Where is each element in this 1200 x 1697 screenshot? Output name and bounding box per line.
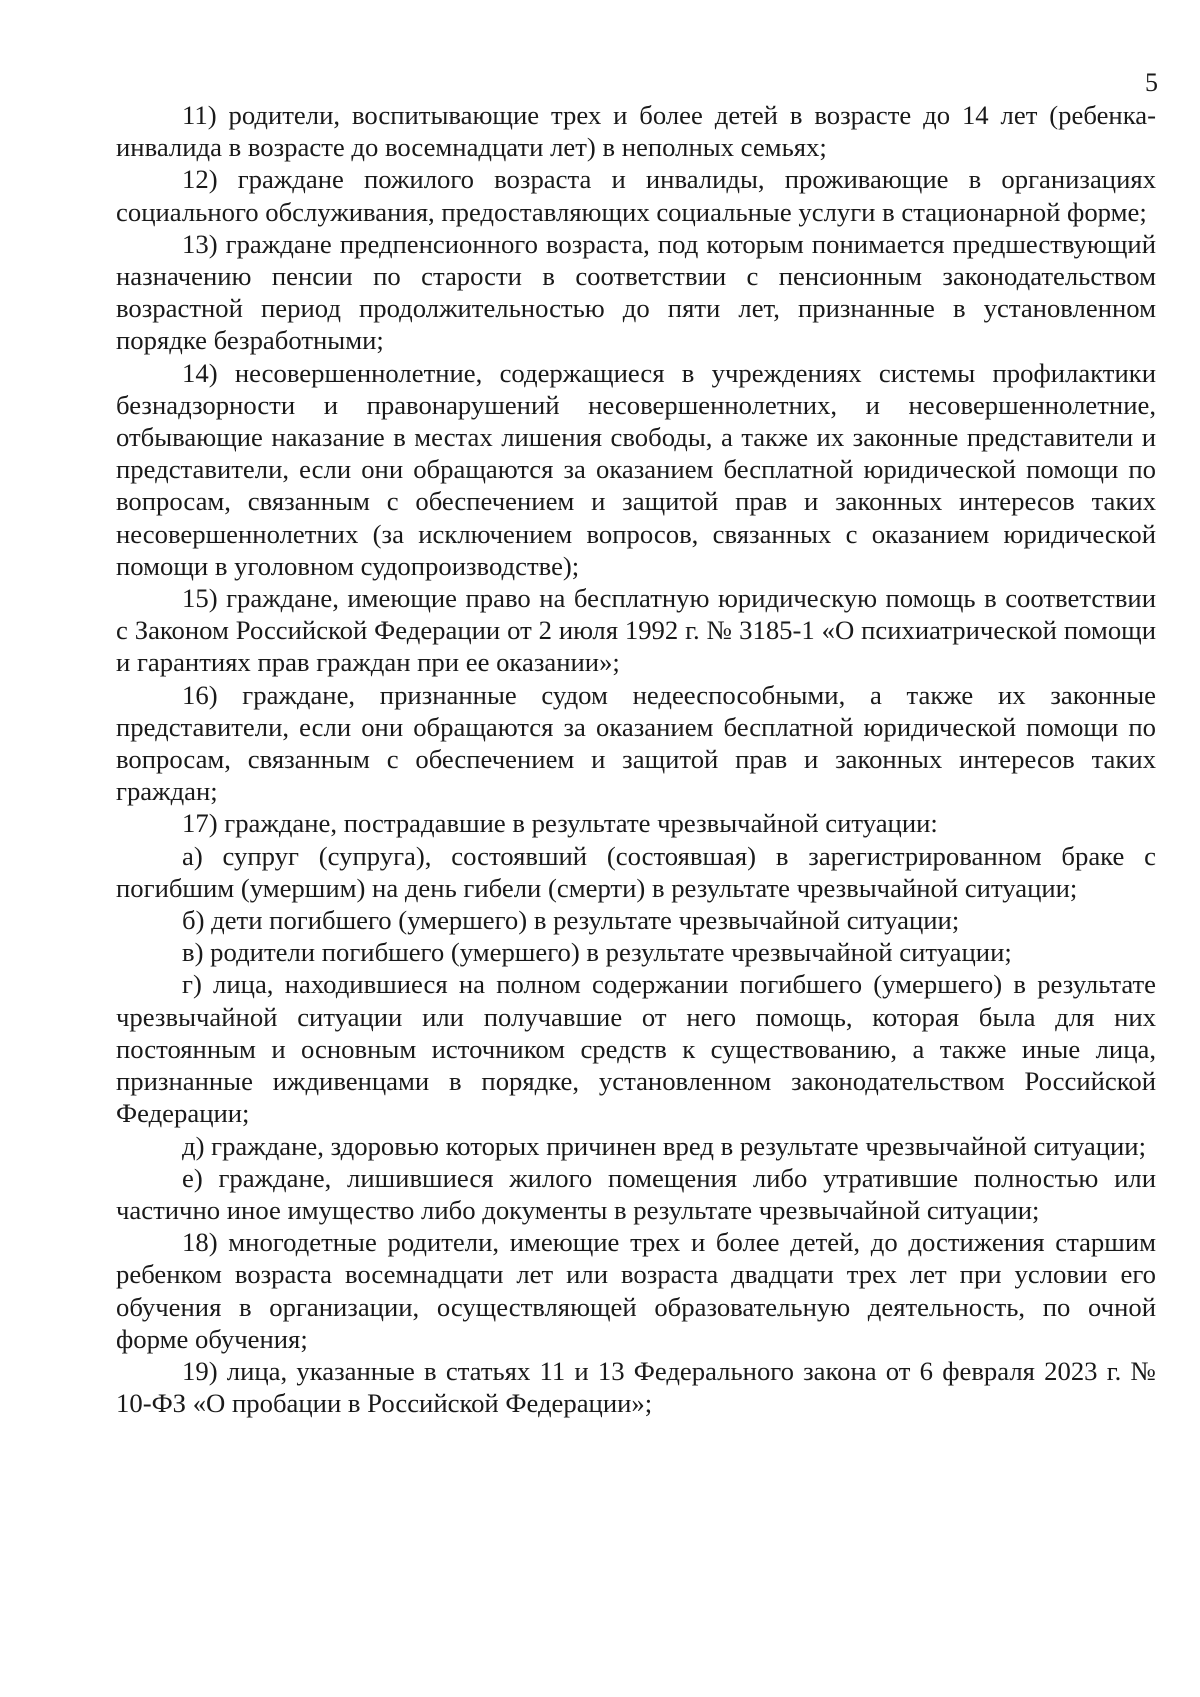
sub-item-e: е) граждане, лишившиеся жилого помещения либо утратившие полностью или частично иное имущество либо документы в результате чрезвычайной ситуации; xyxy=(116,1162,1156,1225)
sub-item-b: б) дети погибшего (умершего) в результате чрезвычайной ситуации; xyxy=(182,905,960,936)
list-item-17: 17) граждане, пострадавшие в результате чрезвычайной ситуации: xyxy=(182,808,938,839)
list-item-11: 11) родители, воспитывающие трех и более детей в возрасте до 14 лет (ребенка-инвалида в возрасте до восемнадцати лет) в неполных семьях; xyxy=(116,100,1156,163)
page-number: 5 xyxy=(1145,68,1158,97)
list-item-18: 18) многодетные родители, имеющие трех и более детей, до достижения старшим ребенком возраста восемнадцати лет или возраста двадцати трех лет при условии его обучения в организации, осуществляющей образовательную деятельность, по очной форме обучения; xyxy=(116,1227,1156,1354)
list-item-14: 14) несовершеннолетние, содержащиеся в учреждениях системы профилактики безнадзорности и правонарушений несовершеннолетних, и несовершеннолетние, отбывающие наказание в местах лишения свободы, а также их законные представители и представители, если они обращаются за оказанием бесплатной юридической помощи по вопросам, связанным с обеспечением и защитой прав и законных интересов таких несовершеннолетних (за исключением вопросов, связанных с оказанием юридической помощи в уголовном судопроизводстве); xyxy=(116,357,1156,581)
list-item-13: 13) граждане предпенсионного возраста, под которым понимается предшествующий назначению пенсии по старости в соответствии с пенсионным законодательством возрастной период продолжительностью до пяти лет, признанные в установленном порядке безработными; xyxy=(116,228,1156,356)
sub-item-a: а) супруг (супруга), состоявший (состоявшая) в зарегистрированном браке с погибшим (умершим) на день гибели (смерти) в результате чрезвычайной ситуации; xyxy=(116,840,1156,903)
list-item-12: 12) граждане пожилого возраста и инвалиды, проживающие в организациях социального обслуживания, предоставляющих социальные услуги в стационарной форме; xyxy=(116,164,1156,227)
list-item-15: 15) граждане, имеющие право на бесплатную юридическую помощь в соответствии с Законом Российской Федерации от 2 июля 1992 г. № 3185-1 «О психиатрической помощи и гарантиях прав граждан при ее оказании»; xyxy=(116,583,1156,678)
sub-item-d: д) граждане, здоровью которых причинен вред в результате чрезвычайной ситуации; xyxy=(182,1130,1146,1161)
sub-item-g: г) лица, находившиеся на полном содержании погибшего (умершего) в результате чрезвычайной ситуации или получавшие от него помощь, которая была для них постоянным и основным источником средств к существованию, а также иные лица, признанные иждивенцами в порядке, установленном законодательством Российской Федерации; xyxy=(116,969,1156,1129)
list-item-16: 16) граждане, признанные судом недееспособными, а также их законные представители, если они обращаются за оказанием бесплатной юридической помощи по вопросам, связанным с обеспечением и защитой прав и законных интересов таких граждан; xyxy=(116,679,1156,807)
document-body xyxy=(116,99,1156,1419)
sub-item-v: в) родители погибшего (умершего) в результате чрезвычайной ситуации; xyxy=(182,937,1012,968)
list-item-19: 19) лица, указанные в статьях 11 и 13 Федерального закона от 6 февраля 2023 г. № 10-ФЗ «О пробации в Российской Федерации»; xyxy=(116,1355,1156,1419)
